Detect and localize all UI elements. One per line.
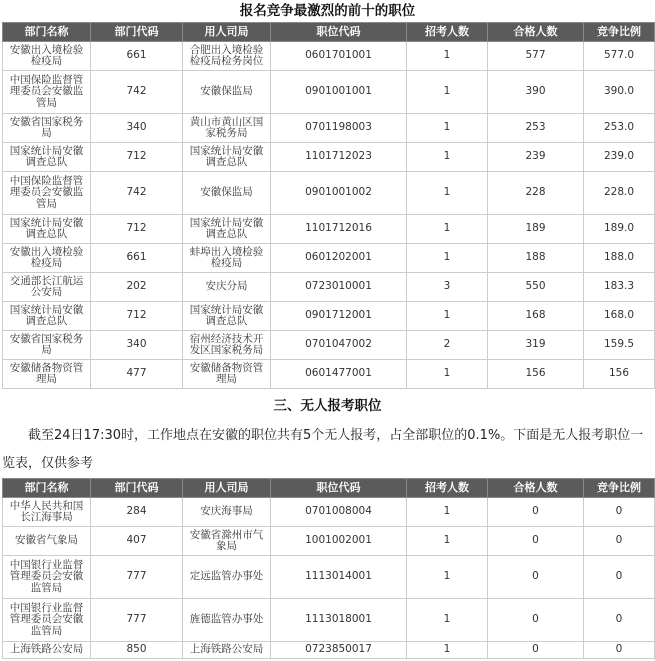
cell-code: 777 bbox=[91, 556, 183, 599]
header-position-code: 职位代码 bbox=[271, 23, 407, 42]
cell-dept: 安徽省气象局 bbox=[3, 527, 91, 556]
cell-code: 742 bbox=[91, 71, 183, 114]
cell-bureau: 安庆分局 bbox=[183, 273, 271, 302]
header-qualified-count: 合格人数 bbox=[488, 479, 584, 498]
cell-dept: 国家统计局安徽调查总队 bbox=[3, 302, 91, 331]
cell-ratio: 188.0 bbox=[584, 244, 655, 273]
cell-qualified: 168 bbox=[488, 302, 584, 331]
cell-code: 407 bbox=[91, 527, 183, 556]
cell-ratio: 189.0 bbox=[584, 215, 655, 244]
cell-dept: 安徽省国家税务局 bbox=[3, 114, 91, 143]
cell-position-code: 0701198003 bbox=[271, 114, 407, 143]
table-row bbox=[3, 498, 655, 527]
cell-bureau: 国家统计局安徽调查总队 bbox=[183, 302, 271, 331]
cell-dept: 中国保险监督管理委员会安徽监管局 bbox=[3, 71, 91, 114]
table-row bbox=[3, 273, 655, 302]
no-applicant-table bbox=[2, 478, 655, 659]
cell-position-code: 0601701001 bbox=[271, 42, 407, 71]
cell-bureau: 宿州经济技术开发区国家税务局 bbox=[183, 331, 271, 360]
table-header-row bbox=[3, 479, 655, 498]
header-position-code: 职位代码 bbox=[271, 479, 407, 498]
cell-recruit: 1 bbox=[407, 599, 488, 642]
cell-qualified: 188 bbox=[488, 244, 584, 273]
table-row bbox=[3, 599, 655, 642]
table-row bbox=[3, 331, 655, 360]
cell-qualified: 0 bbox=[488, 599, 584, 642]
cell-position-code: 0901712001 bbox=[271, 302, 407, 331]
table-row bbox=[3, 360, 655, 389]
cell-dept: 中华人民共和国长江海事局 bbox=[3, 498, 91, 527]
cell-position-code: 0601202001 bbox=[271, 244, 407, 273]
intro-paragraph: 截至24日17:30时，工作地点在安徽的职位共有5个无人报考，占全部职位的0.1%。下面是无人报考职位一览表，仅供参考 bbox=[2, 428, 644, 471]
header-recruit-count: 招考人数 bbox=[407, 479, 488, 498]
cell-ratio: 577.0 bbox=[584, 42, 655, 71]
cell-bureau: 国家统计局安徽调查总队 bbox=[183, 143, 271, 172]
cell-position-code: 0723010001 bbox=[271, 273, 407, 302]
cell-position-code: 1113018001 bbox=[271, 599, 407, 642]
cell-code: 477 bbox=[91, 360, 183, 389]
section-heading: 三、无人报考职位 bbox=[273, 398, 382, 414]
cell-qualified: 390 bbox=[488, 71, 584, 114]
header-bureau: 用人司局 bbox=[183, 479, 271, 498]
cell-ratio: 239.0 bbox=[584, 143, 655, 172]
cell-recruit: 1 bbox=[407, 71, 488, 114]
cell-qualified: 156 bbox=[488, 360, 584, 389]
table-row bbox=[3, 642, 655, 659]
table-row bbox=[3, 302, 655, 331]
cell-code: 661 bbox=[91, 42, 183, 71]
cell-position-code: 1101712016 bbox=[271, 215, 407, 244]
cell-dept: 交通部长江航运公安局 bbox=[3, 273, 91, 302]
top-ten-table bbox=[2, 22, 655, 389]
cell-code: 712 bbox=[91, 143, 183, 172]
cell-code: 202 bbox=[91, 273, 183, 302]
cell-position-code: 0701008004 bbox=[271, 498, 407, 527]
cell-bureau: 黄山市黄山区国家税务局 bbox=[183, 114, 271, 143]
cell-position-code: 0723850017 bbox=[271, 642, 407, 659]
table-row bbox=[3, 215, 655, 244]
cell-position-code: 0901001001 bbox=[271, 71, 407, 114]
cell-qualified: 0 bbox=[488, 498, 584, 527]
cell-recruit: 1 bbox=[407, 360, 488, 389]
cell-bureau: 上海铁路公安局 bbox=[183, 642, 271, 659]
cell-position-code: 0901001002 bbox=[271, 172, 407, 215]
cell-recruit: 3 bbox=[407, 273, 488, 302]
cell-dept: 国家统计局安徽调查总队 bbox=[3, 215, 91, 244]
cell-dept: 安徽出入境检验检疫局 bbox=[3, 244, 91, 273]
cell-ratio: 168.0 bbox=[584, 302, 655, 331]
page-title: 报名竞争最激烈的前十的职位 bbox=[239, 3, 416, 19]
cell-qualified: 0 bbox=[488, 642, 584, 659]
cell-code: 712 bbox=[91, 302, 183, 331]
cell-code: 742 bbox=[91, 172, 183, 215]
cell-dept: 中国银行业监督管理委员会安徽监管局 bbox=[3, 599, 91, 642]
table-row bbox=[3, 527, 655, 556]
table-row bbox=[3, 244, 655, 273]
cell-code: 340 bbox=[91, 331, 183, 360]
cell-recruit: 1 bbox=[407, 498, 488, 527]
cell-ratio: 0 bbox=[584, 556, 655, 599]
header-dept-code: 部门代码 bbox=[91, 23, 183, 42]
header-bureau: 用人司局 bbox=[183, 23, 271, 42]
cell-qualified: 253 bbox=[488, 114, 584, 143]
header-dept-name: 部门名称 bbox=[3, 23, 91, 42]
cell-bureau: 蚌埠出入境检验检疫局 bbox=[183, 244, 271, 273]
cell-recruit: 1 bbox=[407, 172, 488, 215]
cell-recruit: 1 bbox=[407, 556, 488, 599]
table-row bbox=[3, 143, 655, 172]
cell-recruit: 1 bbox=[407, 244, 488, 273]
cell-dept: 上海铁路公安局 bbox=[3, 642, 91, 659]
cell-dept: 安徽省国家税务局 bbox=[3, 331, 91, 360]
table-header-row bbox=[3, 23, 655, 42]
cell-dept: 安徽出入境检验检疫局 bbox=[3, 42, 91, 71]
cell-qualified: 239 bbox=[488, 143, 584, 172]
cell-qualified: 319 bbox=[488, 331, 584, 360]
cell-recruit: 1 bbox=[407, 642, 488, 659]
cell-qualified: 550 bbox=[488, 273, 584, 302]
cell-recruit: 1 bbox=[407, 302, 488, 331]
cell-bureau: 安徽保监局 bbox=[183, 172, 271, 215]
cell-bureau: 国家统计局安徽调查总队 bbox=[183, 215, 271, 244]
table-row bbox=[3, 42, 655, 71]
cell-qualified: 0 bbox=[488, 556, 584, 599]
cell-ratio: 228.0 bbox=[584, 172, 655, 215]
cell-ratio: 0 bbox=[584, 498, 655, 527]
cell-qualified: 0 bbox=[488, 527, 584, 556]
cell-ratio: 156 bbox=[584, 360, 655, 389]
cell-bureau: 安徽保监局 bbox=[183, 71, 271, 114]
cell-code: 850 bbox=[91, 642, 183, 659]
cell-bureau: 旌德监管办事处 bbox=[183, 599, 271, 642]
cell-qualified: 228 bbox=[488, 172, 584, 215]
header-competition-ratio: 竞争比例 bbox=[584, 479, 655, 498]
cell-ratio: 0 bbox=[584, 599, 655, 642]
cell-bureau: 安徽储备物资管理局 bbox=[183, 360, 271, 389]
header-dept-code: 部门代码 bbox=[91, 479, 183, 498]
cell-recruit: 1 bbox=[407, 527, 488, 556]
cell-position-code: 1101712023 bbox=[271, 143, 407, 172]
header-dept-name: 部门名称 bbox=[3, 479, 91, 498]
table-row bbox=[3, 556, 655, 599]
cell-dept: 中国银行业监督管理委员会安徽监管局 bbox=[3, 556, 91, 599]
cell-bureau: 安庆海事局 bbox=[183, 498, 271, 527]
cell-code: 777 bbox=[91, 599, 183, 642]
cell-position-code: 1113014001 bbox=[271, 556, 407, 599]
cell-position-code: 1001002001 bbox=[271, 527, 407, 556]
cell-bureau: 定远监管办事处 bbox=[183, 556, 271, 599]
header-competition-ratio: 竞争比例 bbox=[584, 23, 655, 42]
cell-dept: 安徽储备物资管理局 bbox=[3, 360, 91, 389]
cell-position-code: 0701047002 bbox=[271, 331, 407, 360]
cell-ratio: 253.0 bbox=[584, 114, 655, 143]
cell-ratio: 159.5 bbox=[584, 331, 655, 360]
cell-code: 340 bbox=[91, 114, 183, 143]
cell-ratio: 0 bbox=[584, 527, 655, 556]
cell-code: 284 bbox=[91, 498, 183, 527]
header-recruit-count: 招考人数 bbox=[407, 23, 488, 42]
table-row bbox=[3, 114, 655, 143]
cell-recruit: 1 bbox=[407, 42, 488, 71]
cell-recruit: 2 bbox=[407, 331, 488, 360]
header-qualified-count: 合格人数 bbox=[488, 23, 584, 42]
cell-qualified: 577 bbox=[488, 42, 584, 71]
cell-ratio: 390.0 bbox=[584, 71, 655, 114]
cell-code: 712 bbox=[91, 215, 183, 244]
cell-ratio: 0 bbox=[584, 642, 655, 659]
cell-dept: 国家统计局安徽调查总队 bbox=[3, 143, 91, 172]
table-row bbox=[3, 71, 655, 114]
cell-ratio: 183.3 bbox=[584, 273, 655, 302]
cell-recruit: 1 bbox=[407, 215, 488, 244]
table-row bbox=[3, 172, 655, 215]
cell-bureau: 安徽省滁州市气象局 bbox=[183, 527, 271, 556]
cell-code: 661 bbox=[91, 244, 183, 273]
cell-qualified: 189 bbox=[488, 215, 584, 244]
cell-recruit: 1 bbox=[407, 143, 488, 172]
cell-bureau: 合肥出入境检验检疫局检务岗位 bbox=[183, 42, 271, 71]
cell-dept: 中国保险监督管理委员会安徽监管局 bbox=[3, 172, 91, 215]
cell-position-code: 0601477001 bbox=[271, 360, 407, 389]
cell-recruit: 1 bbox=[407, 114, 488, 143]
